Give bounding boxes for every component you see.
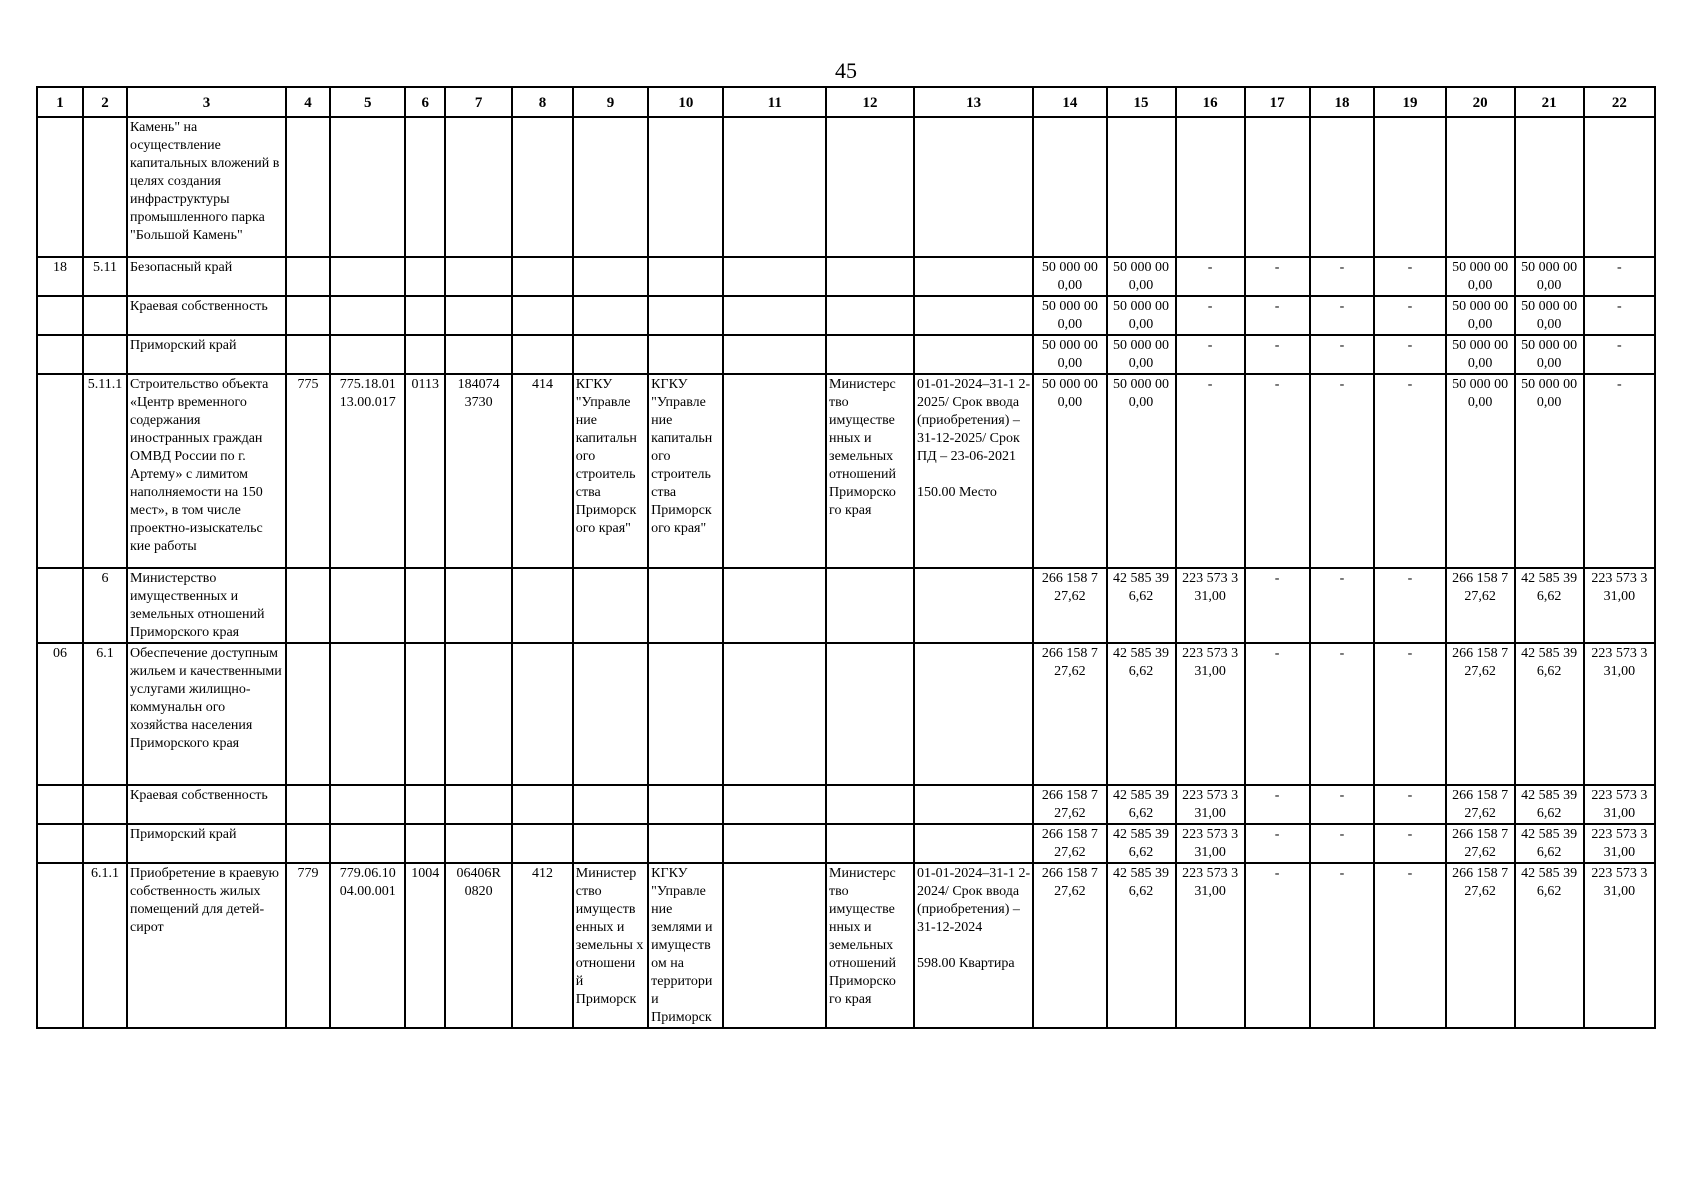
cell-col-12 xyxy=(826,785,914,824)
cell-col-13 xyxy=(914,643,1033,785)
cell-col-3: Приморский край xyxy=(127,335,286,374)
cell-col-20: 266 158 7 27,62 xyxy=(1446,824,1515,863)
cell-col-12 xyxy=(826,824,914,863)
cell-col-22 xyxy=(1584,117,1655,257)
cell-col-18 xyxy=(1310,117,1375,257)
cell-col-10 xyxy=(648,643,723,785)
cell-col-3: Обеспечение доступным жильем и качественными услугами жилищно-коммунальн ого хозяйства населения Приморского края xyxy=(127,643,286,785)
cell-col-15 xyxy=(1107,117,1176,257)
cell-col-8 xyxy=(512,296,573,335)
table-row xyxy=(37,824,1655,863)
cell-col-18: - xyxy=(1310,296,1375,335)
cell-col-11 xyxy=(723,785,826,824)
cell-col-8 xyxy=(512,824,573,863)
cell-col-20: 266 158 7 27,62 xyxy=(1446,643,1515,785)
cell-col-14: 266 158 7 27,62 xyxy=(1033,863,1106,1028)
cell-col-5 xyxy=(330,257,405,296)
cell-col-13 xyxy=(914,257,1033,296)
column-header: 7 xyxy=(445,87,512,117)
cell-col-19: - xyxy=(1374,335,1445,374)
cell-col-18: - xyxy=(1310,785,1375,824)
cell-col-19: - xyxy=(1374,374,1445,568)
cell-col-7 xyxy=(445,296,512,335)
column-header: 20 xyxy=(1446,87,1515,117)
column-header: 21 xyxy=(1515,87,1584,117)
page-number: 45 xyxy=(835,58,857,83)
cell-col-4 xyxy=(286,296,330,335)
cell-col-18: - xyxy=(1310,257,1375,296)
cell-col-10 xyxy=(648,335,723,374)
cell-col-4 xyxy=(286,335,330,374)
cell-col-7 xyxy=(445,643,512,785)
cell-col-20: 50 000 00 0,00 xyxy=(1446,296,1515,335)
cell-col-2: 5.11.1 xyxy=(83,374,127,568)
cell-col-19: - xyxy=(1374,257,1445,296)
cell-col-17: - xyxy=(1245,643,1310,785)
cell-col-22: - xyxy=(1584,257,1655,296)
column-header: 2 xyxy=(83,87,127,117)
cell-col-10 xyxy=(648,785,723,824)
cell-col-21: 42 585 39 6,62 xyxy=(1515,824,1584,863)
cell-col-5 xyxy=(330,785,405,824)
cell-col-1 xyxy=(37,863,83,1028)
cell-col-8: 414 xyxy=(512,374,573,568)
cell-col-17: - xyxy=(1245,785,1310,824)
cell-col-17: - xyxy=(1245,296,1310,335)
cell-col-14: 50 000 00 0,00 xyxy=(1033,296,1106,335)
cell-col-9 xyxy=(573,785,648,824)
table-row xyxy=(37,785,1655,824)
cell-col-21: 50 000 00 0,00 xyxy=(1515,296,1584,335)
column-header: 1 xyxy=(37,87,83,117)
cell-col-16 xyxy=(1176,117,1245,257)
cell-col-7 xyxy=(445,335,512,374)
cell-col-19: - xyxy=(1374,568,1445,643)
cell-col-18: - xyxy=(1310,863,1375,1028)
cell-col-21 xyxy=(1515,117,1584,257)
table-row xyxy=(37,335,1655,374)
cell-col-10 xyxy=(648,824,723,863)
column-header: 9 xyxy=(573,87,648,117)
cell-col-19 xyxy=(1374,117,1445,257)
cell-col-22: 223 573 3 31,00 xyxy=(1584,824,1655,863)
cell-col-21: 42 585 39 6,62 xyxy=(1515,568,1584,643)
cell-col-4 xyxy=(286,257,330,296)
cell-col-19: - xyxy=(1374,863,1445,1028)
cell-col-21: 50 000 00 0,00 xyxy=(1515,374,1584,568)
cell-col-10: КГКУ "Управле ние землями и имуществ ом на территори и Приморск xyxy=(648,863,723,1028)
cell-col-6 xyxy=(405,643,445,785)
cell-col-4: 779 xyxy=(286,863,330,1028)
table-row xyxy=(37,568,1655,643)
cell-col-1 xyxy=(37,568,83,643)
cell-col-16: 223 573 3 31,00 xyxy=(1176,785,1245,824)
cell-col-21: 42 585 39 6,62 xyxy=(1515,643,1584,785)
cell-col-1 xyxy=(37,824,83,863)
cell-col-21: 42 585 39 6,62 xyxy=(1515,863,1584,1028)
cell-col-6 xyxy=(405,296,445,335)
column-header: 18 xyxy=(1310,87,1375,117)
cell-col-12 xyxy=(826,335,914,374)
cell-col-12 xyxy=(826,117,914,257)
cell-col-1: 06 xyxy=(37,643,83,785)
cell-col-15: 50 000 00 0,00 xyxy=(1107,335,1176,374)
cell-col-11 xyxy=(723,643,826,785)
cell-col-22: - xyxy=(1584,374,1655,568)
cell-col-11 xyxy=(723,257,826,296)
cell-col-2 xyxy=(83,785,127,824)
cell-col-3: Краевая собственность xyxy=(127,785,286,824)
cell-col-13: 01-01-2024–31-1 2-2024/ Срок ввода (приобретения) – 31-12-2024 598.00 Квартира xyxy=(914,863,1033,1028)
cell-col-22: - xyxy=(1584,335,1655,374)
cell-col-9 xyxy=(573,117,648,257)
cell-col-8 xyxy=(512,568,573,643)
cell-col-16: - xyxy=(1176,374,1245,568)
cell-col-9: КГКУ "Управле ние капитальн ого строитель ства Приморск ого края" xyxy=(573,374,648,568)
cell-col-4: 775 xyxy=(286,374,330,568)
column-header: 6 xyxy=(405,87,445,117)
cell-col-18: - xyxy=(1310,335,1375,374)
cell-col-22: 223 573 3 31,00 xyxy=(1584,568,1655,643)
cell-col-6 xyxy=(405,257,445,296)
cell-col-6: 1004 xyxy=(405,863,445,1028)
cell-col-20: 50 000 00 0,00 xyxy=(1446,257,1515,296)
cell-col-5 xyxy=(330,335,405,374)
cell-col-5: 775.18.01 13.00.017 xyxy=(330,374,405,568)
cell-col-12 xyxy=(826,257,914,296)
cell-col-7: 06406R 0820 xyxy=(445,863,512,1028)
cell-col-12 xyxy=(826,568,914,643)
cell-col-4 xyxy=(286,568,330,643)
cell-col-22: 223 573 3 31,00 xyxy=(1584,785,1655,824)
cell-col-22: 223 573 3 31,00 xyxy=(1584,863,1655,1028)
cell-col-9 xyxy=(573,296,648,335)
cell-col-17: - xyxy=(1245,257,1310,296)
cell-col-5: 779.06.10 04.00.001 xyxy=(330,863,405,1028)
cell-col-3: Безопасный край xyxy=(127,257,286,296)
cell-col-16: 223 573 3 31,00 xyxy=(1176,568,1245,643)
cell-col-13 xyxy=(914,296,1033,335)
cell-col-3: Министерство имущественных и земельных отношений Приморского края xyxy=(127,568,286,643)
cell-col-22: - xyxy=(1584,296,1655,335)
cell-col-11 xyxy=(723,374,826,568)
cell-col-14: 50 000 00 0,00 xyxy=(1033,374,1106,568)
cell-col-18: - xyxy=(1310,568,1375,643)
cell-col-17: - xyxy=(1245,335,1310,374)
cell-col-14: 266 158 7 27,62 xyxy=(1033,568,1106,643)
cell-col-3: Камень" на осуществление капитальных вложений в целях создания инфраструктуры промышленного парка "Большой Камень" xyxy=(127,117,286,257)
cell-col-5 xyxy=(330,568,405,643)
cell-col-20: 50 000 00 0,00 xyxy=(1446,335,1515,374)
cell-col-2: 5.11 xyxy=(83,257,127,296)
cell-col-13 xyxy=(914,335,1033,374)
cell-col-18: - xyxy=(1310,374,1375,568)
cell-col-9 xyxy=(573,568,648,643)
cell-col-22: 223 573 3 31,00 xyxy=(1584,643,1655,785)
cell-col-7 xyxy=(445,257,512,296)
cell-col-1 xyxy=(37,296,83,335)
cell-col-4 xyxy=(286,824,330,863)
cell-col-2 xyxy=(83,824,127,863)
cell-col-11 xyxy=(723,296,826,335)
column-header: 11 xyxy=(723,87,826,117)
cell-col-20: 266 158 7 27,62 xyxy=(1446,785,1515,824)
cell-col-15: 50 000 00 0,00 xyxy=(1107,374,1176,568)
cell-col-5 xyxy=(330,117,405,257)
table-row xyxy=(37,863,1655,1028)
cell-col-11 xyxy=(723,117,826,257)
column-header: 4 xyxy=(286,87,330,117)
cell-col-12: Министерс тво имуществе нных и земельных отношений Приморско го края xyxy=(826,374,914,568)
cell-col-7 xyxy=(445,824,512,863)
cell-col-5 xyxy=(330,296,405,335)
cell-col-20: 266 158 7 27,62 xyxy=(1446,863,1515,1028)
cell-col-7 xyxy=(445,568,512,643)
cell-col-12 xyxy=(826,296,914,335)
cell-col-16: - xyxy=(1176,335,1245,374)
cell-col-13 xyxy=(914,568,1033,643)
cell-col-14: 266 158 7 27,62 xyxy=(1033,785,1106,824)
cell-col-9 xyxy=(573,824,648,863)
cell-col-8 xyxy=(512,643,573,785)
table-row xyxy=(37,117,1655,257)
cell-col-3: Приобретение в краевую собственность жилых помещений для детей-сирот xyxy=(127,863,286,1028)
cell-col-15: 42 585 39 6,62 xyxy=(1107,863,1176,1028)
table-row xyxy=(37,257,1655,296)
cell-col-13 xyxy=(914,824,1033,863)
column-header: 16 xyxy=(1176,87,1245,117)
cell-col-6: 0113 xyxy=(405,374,445,568)
cell-col-1: 18 xyxy=(37,257,83,296)
cell-col-14: 266 158 7 27,62 xyxy=(1033,643,1106,785)
cell-col-8: 412 xyxy=(512,863,573,1028)
cell-col-4 xyxy=(286,643,330,785)
cell-col-17: - xyxy=(1245,374,1310,568)
cell-col-11 xyxy=(723,568,826,643)
cell-col-3: Краевая собственность xyxy=(127,296,286,335)
cell-col-19: - xyxy=(1374,824,1445,863)
cell-col-16: - xyxy=(1176,257,1245,296)
cell-col-17: - xyxy=(1245,863,1310,1028)
cell-col-6 xyxy=(405,568,445,643)
cell-col-12 xyxy=(826,643,914,785)
cell-col-6 xyxy=(405,117,445,257)
cell-col-19: - xyxy=(1374,643,1445,785)
cell-col-1 xyxy=(37,374,83,568)
column-header: 19 xyxy=(1374,87,1445,117)
column-header: 5 xyxy=(330,87,405,117)
cell-col-9 xyxy=(573,257,648,296)
column-header: 15 xyxy=(1107,87,1176,117)
cell-col-13: 01-01-2024–31-1 2-2025/ Срок ввода (приобретения) – 31-12-2025/ Срок ПД – 23-06-2021 150.00 Место xyxy=(914,374,1033,568)
cell-col-14: 50 000 00 0,00 xyxy=(1033,335,1106,374)
column-header: 8 xyxy=(512,87,573,117)
cell-col-2 xyxy=(83,296,127,335)
cell-col-9: Министер ство имуществ енных и земельны х отношени й Приморск xyxy=(573,863,648,1028)
cell-col-10: КГКУ "Управле ние капитальн ого строитель ства Приморск ого края" xyxy=(648,374,723,568)
column-header: 10 xyxy=(648,87,723,117)
cell-col-15: 42 585 39 6,62 xyxy=(1107,824,1176,863)
document-table xyxy=(36,86,1656,1029)
cell-col-8 xyxy=(512,785,573,824)
cell-col-17: - xyxy=(1245,568,1310,643)
cell-col-19: - xyxy=(1374,296,1445,335)
cell-col-21: 42 585 39 6,62 xyxy=(1515,785,1584,824)
cell-col-7 xyxy=(445,117,512,257)
cell-col-10 xyxy=(648,117,723,257)
cell-col-17 xyxy=(1245,117,1310,257)
cell-col-9 xyxy=(573,335,648,374)
cell-col-15: 50 000 00 0,00 xyxy=(1107,296,1176,335)
cell-col-7 xyxy=(445,785,512,824)
cell-col-8 xyxy=(512,335,573,374)
cell-col-1 xyxy=(37,117,83,257)
column-header: 3 xyxy=(127,87,286,117)
cell-col-16: 223 573 3 31,00 xyxy=(1176,643,1245,785)
cell-col-2: 6 xyxy=(83,568,127,643)
column-header: 22 xyxy=(1584,87,1655,117)
cell-col-5 xyxy=(330,643,405,785)
cell-col-21: 50 000 00 0,00 xyxy=(1515,257,1584,296)
cell-col-18: - xyxy=(1310,643,1375,785)
cell-col-11 xyxy=(723,335,826,374)
column-header: 17 xyxy=(1245,87,1310,117)
cell-col-10 xyxy=(648,257,723,296)
cell-col-14: 266 158 7 27,62 xyxy=(1033,824,1106,863)
cell-col-4 xyxy=(286,785,330,824)
cell-col-6 xyxy=(405,335,445,374)
column-header: 13 xyxy=(914,87,1033,117)
table-row xyxy=(37,643,1655,785)
cell-col-14 xyxy=(1033,117,1106,257)
cell-col-21: 50 000 00 0,00 xyxy=(1515,335,1584,374)
cell-col-5 xyxy=(330,824,405,863)
cell-col-1 xyxy=(37,785,83,824)
cell-col-20: 50 000 00 0,00 xyxy=(1446,374,1515,568)
cell-col-20: 266 158 7 27,62 xyxy=(1446,568,1515,643)
column-header: 12 xyxy=(826,87,914,117)
cell-col-14: 50 000 00 0,00 xyxy=(1033,257,1106,296)
cell-col-2 xyxy=(83,335,127,374)
cell-col-15: 42 585 39 6,62 xyxy=(1107,643,1176,785)
cell-col-13 xyxy=(914,785,1033,824)
cell-col-16: 223 573 3 31,00 xyxy=(1176,863,1245,1028)
cell-col-15: 42 585 39 6,62 xyxy=(1107,568,1176,643)
cell-col-9 xyxy=(573,643,648,785)
cell-col-16: 223 573 3 31,00 xyxy=(1176,824,1245,863)
cell-col-15: 42 585 39 6,62 xyxy=(1107,785,1176,824)
cell-col-8 xyxy=(512,117,573,257)
cell-col-19: - xyxy=(1374,785,1445,824)
cell-col-11 xyxy=(723,824,826,863)
cell-col-2: 6.1 xyxy=(83,643,127,785)
cell-col-10 xyxy=(648,568,723,643)
cell-col-15: 50 000 00 0,00 xyxy=(1107,257,1176,296)
table-row xyxy=(37,374,1655,568)
cell-col-2: 6.1.1 xyxy=(83,863,127,1028)
cell-col-11 xyxy=(723,863,826,1028)
column-header: 14 xyxy=(1033,87,1106,117)
cell-col-8 xyxy=(512,257,573,296)
cell-col-12: Министерс тво имуществе нных и земельных отношений Приморско го края xyxy=(826,863,914,1028)
cell-col-1 xyxy=(37,335,83,374)
cell-col-7: 184074 3730 xyxy=(445,374,512,568)
table-row xyxy=(37,296,1655,335)
cell-col-16: - xyxy=(1176,296,1245,335)
cell-col-2 xyxy=(83,117,127,257)
cell-col-3: Строительство объекта «Центр временного содержания иностранных граждан ОМВД России по г. Артему» с лимитом наполняемости на 150 мест», в том числе проектно-изыскательс кие работы xyxy=(127,374,286,568)
cell-col-4 xyxy=(286,117,330,257)
cell-col-10 xyxy=(648,296,723,335)
cell-col-13 xyxy=(914,117,1033,257)
cell-col-6 xyxy=(405,824,445,863)
cell-col-6 xyxy=(405,785,445,824)
cell-col-20 xyxy=(1446,117,1515,257)
cell-col-18: - xyxy=(1310,824,1375,863)
cell-col-3: Приморский край xyxy=(127,824,286,863)
cell-col-17: - xyxy=(1245,824,1310,863)
header-row xyxy=(37,87,1655,117)
